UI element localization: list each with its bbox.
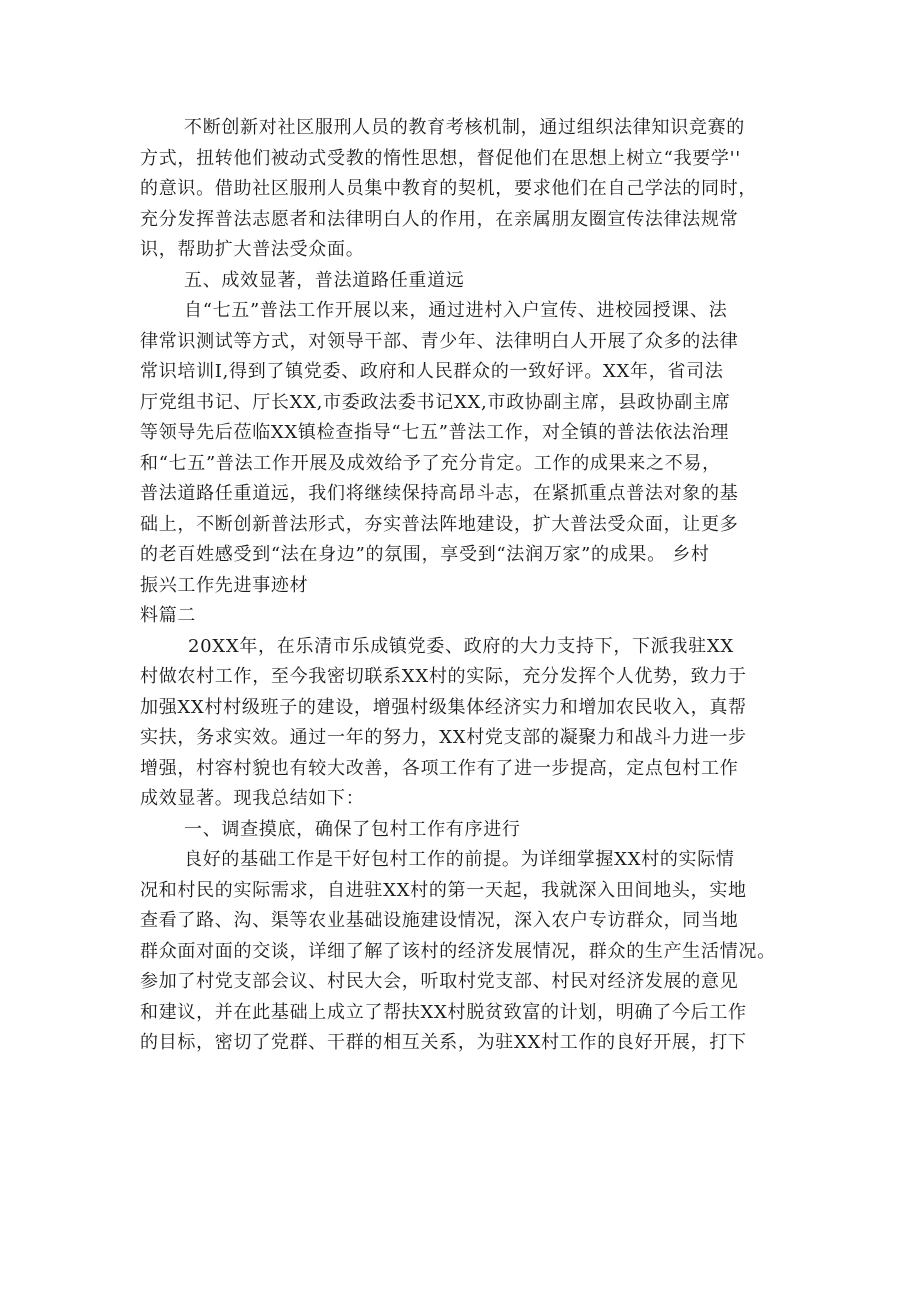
- text-line: 料篇二: [140, 605, 197, 626]
- text-line: 加强XX村村级班子的建设，增强村级集体经济实力和增加农民收入，真帮: [140, 696, 747, 718]
- text-line: 常识培训I,得到了镇党委、政府和人民群众的一致好评。XX年，省司法: [140, 361, 724, 382]
- text-line: 的意识。借助社区服刑人员集中教育的契机，要求他们在自己学法的同时，: [140, 178, 758, 199]
- text-line: 群众面对面的交谈，详细了解了该村的经济发展情况，群众的生产生活情况。: [140, 940, 776, 962]
- text-line: 查看了路、沟、渠等农业基础设施建设情况，深入农户专访群众，同当地: [140, 910, 739, 931]
- text-line: 良好的基础工作是干好包村工作的前提。为详细掌握XX村的实际情: [184, 849, 735, 870]
- text-line: 五、成效显著，普法道路任重道远: [184, 269, 465, 291]
- text-line: 的老百姓感受到“法在身边”的氛围，享受到“法润万家”的成果。 乡村: [140, 544, 710, 565]
- text-line: 振兴工作先进事迹材: [140, 574, 309, 596]
- text-line: 不断创新对社区服刑人员的教育考核机制，通过组织法律知识竞赛的: [184, 117, 745, 138]
- text-line: 和建议，并在此基础上成立了帮扶XX村脱贫致富的计划，明确了今后工作: [140, 1001, 747, 1023]
- text-line: 和“七五”普法工作开展及成效给予了充分肯定。工作的成果来之不易，: [140, 452, 721, 474]
- text-line: 20XX年，在乐清市乐成镇党委、政府的大力支持下，下派我驻XX: [188, 635, 734, 657]
- text-line: 律常识测试等方式，对领导干部、青少年、法律明白人开展了众多的法律: [140, 330, 739, 352]
- text-line: 增强，村容村貌也有较大改善，各项工作有了进一步提高，定点包村工作: [140, 757, 739, 779]
- text-line: 础上，不断创新普法形式，夯实普法阵地建设，扩大普法受众面，让更多: [140, 513, 739, 535]
- text-line: 一、调查摸底，确保了包村工作有序进行: [184, 818, 521, 840]
- text-line: 实扶，务求实效。通过一年的努力，XX村党支部的凝聚力和战斗力进一步: [140, 727, 747, 748]
- text-line: 厅党组书记、厅长XX,市委政法委书记XX,市政协副主席，县政协副主席: [140, 391, 731, 413]
- text-line: 识，帮助扩大普法受众面。: [140, 239, 365, 260]
- text-line: 方式，扭转他们被动式受教的惰性思想，督促他们在思想上树立“我要学'': [140, 147, 741, 169]
- text-line: 充分发挥普法志愿者和法律明白人的作用，在亲属朋友圈宣传法律法规常: [140, 208, 739, 230]
- text-line: 况和村民的实际需求，自进驻XX村的第一天起，我就深入田间地头，实地: [140, 879, 747, 901]
- text-line: 等领导先后莅临XX镇检查指导“七五”普法工作，对全镇的普法依法治理: [140, 422, 730, 443]
- document-body: [140, 113, 790, 1059]
- text-line: 普法道路任重道远，我们将继续保持高昂斗志，在紧抓重点普法对象的基: [140, 483, 739, 504]
- text-line: 自“七五”普法工作开展以来，通过进村入户宣传、进校园授课、法: [184, 300, 728, 321]
- text-line: 成效显著。现我总结如下：: [140, 788, 365, 809]
- text-line: 参加了村党支部会议、村民大会，听取村党支部、村民对经济发展的意见: [140, 971, 739, 992]
- text-line: 村做农村工作，至今我密切联系XX村的实际，充分发挥个人优势，致力于: [140, 666, 747, 687]
- text-line: 的目标，密切了党群、干群的相互关系，为驻XX村工作的良好开展，打下: [140, 1032, 747, 1053]
